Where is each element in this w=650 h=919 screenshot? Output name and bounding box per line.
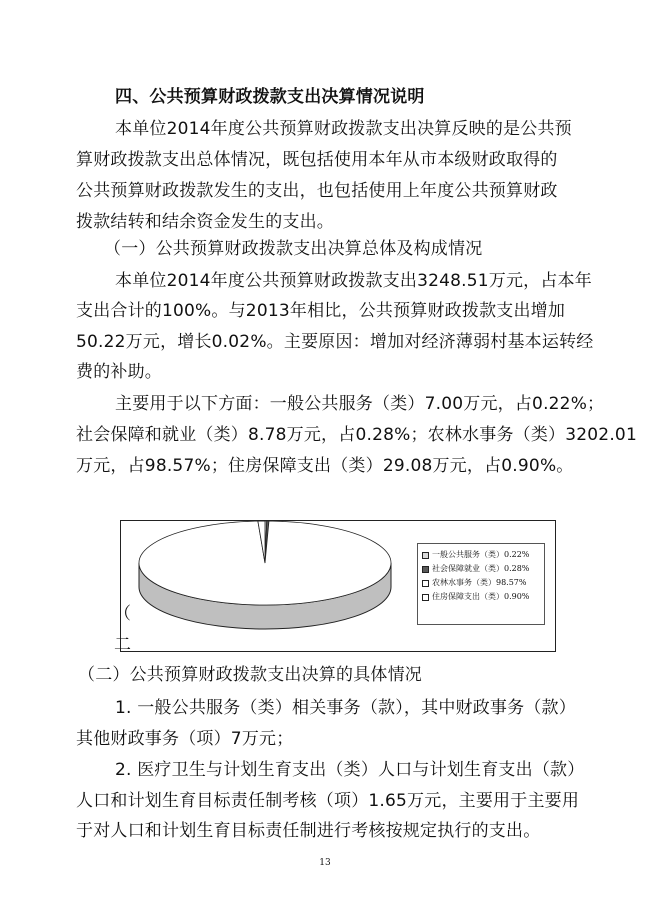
legend-swatch	[422, 552, 429, 559]
paragraph-line: 支出合计的100%。与2013年相比，公共预算财政拨款支出增加	[76, 301, 566, 321]
legend-swatch	[422, 566, 429, 573]
paragraph-line: 于对人口和计划生育目标责任制进行考核按规定执行的支出。	[76, 821, 541, 841]
legend-label: 一般公共服务（类）0.22%	[432, 550, 530, 559]
legend-swatch	[422, 580, 429, 587]
paragraph-line: 50.22万元，增长0.02%。主要原因：增加对经济薄弱村基本运转经	[76, 332, 594, 352]
paragraph-line: 主要用于以下方面：一般公共服务（类）7.00万元，占0.22%；	[115, 394, 605, 414]
legend-swatch	[422, 594, 429, 601]
legend-item	[422, 576, 540, 590]
legend-label: 社会保障就业（类）0.28%	[432, 564, 530, 573]
subsection-title: （二）公共预算财政拨款支出决算的具体情况	[78, 665, 422, 685]
legend-label: 住房保障支出（类）0.90%	[432, 592, 530, 601]
section-heading: 四、公共预算财政拨款支出决算情况说明	[115, 87, 425, 107]
legend-item	[422, 590, 540, 604]
legend-item	[422, 562, 540, 576]
legend-label: 农林水事务（类）98.57%	[432, 578, 527, 587]
legend-item	[422, 548, 540, 562]
paragraph-line: 公共预算财政拨款发生的支出，也包括使用上年度公共预算财政	[76, 181, 558, 201]
paragraph-line: 本单位2014年度公共预算财政拨款支出决算反映的是公共预	[115, 119, 572, 139]
stray-paren: （	[114, 604, 132, 624]
paragraph-line: 拨款结转和结余资金发生的支出。	[76, 212, 334, 232]
paragraph-line: 万元，占98.57%；住房保障支出（类）29.08万元，占0.90%。	[76, 456, 574, 476]
chart-legend	[417, 543, 545, 625]
paragraph-line: 2. 医疗卫生与计划生育支出（类）人口与计划生育支出（款）	[115, 760, 585, 780]
paragraph-line: 费的补助。	[76, 362, 162, 382]
paragraph-line: 其他财政事务（项）7万元；	[76, 729, 294, 749]
paragraph-line: 1. 一般公共服务（类）相关事务（款），其中财政事务（款）	[115, 698, 576, 718]
paragraph-line: 算财政拨款支出总体情况，既包括使用本年从市本级财政取得的	[76, 150, 558, 170]
stray-char: 二	[114, 635, 132, 655]
paragraph-line: 人口和计划生育目标责任制考核（项）1.65万元，主要用于主要用	[76, 791, 580, 811]
page-number: 13	[319, 858, 331, 868]
paragraph-line: 本单位2014年度公共预算财政拨款支出3248.51万元，占本年	[115, 271, 592, 291]
subsection-title: （一）公共预算财政拨款支出决算总体及构成情况	[104, 239, 483, 259]
paragraph-line: 社会保障和就业（类）8.78万元，占0.28%；农林水事务（类）3202.01	[76, 425, 637, 445]
pie-chart	[120, 520, 556, 652]
